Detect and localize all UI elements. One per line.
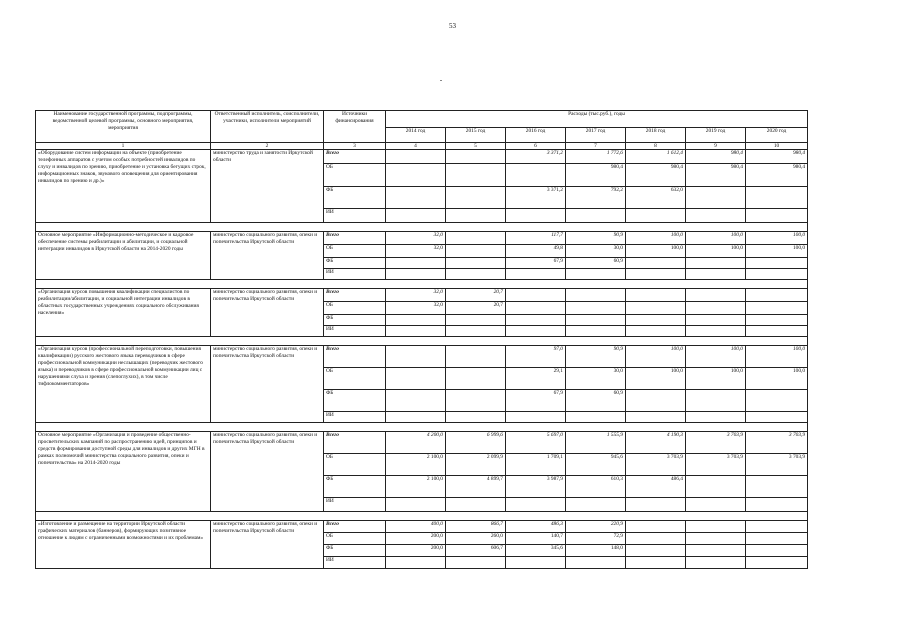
- activity-name: «Изготовление и размещение на территории Иркутской области графических материалов (баннеров), формирующих позитивное отношение к людям с ограниченными возможностями и их проблемам»: [36, 521, 211, 569]
- expense-value: 2 100,0: [386, 454, 446, 476]
- column-number: 8: [626, 143, 686, 150]
- expense-value: 4 899,7: [446, 476, 506, 498]
- expense-value: [386, 150, 446, 164]
- table-row: [36, 432, 808, 454]
- page-number: 53: [449, 22, 456, 30]
- expense-value: 632,0: [626, 187, 686, 209]
- funding-source: Всего: [324, 232, 386, 245]
- header-year: 2019 год: [686, 128, 746, 143]
- expense-value: [446, 258, 506, 269]
- expense-value: 30,0: [566, 245, 626, 258]
- expense-value: [686, 315, 746, 326]
- expense-value: 4 200,0: [386, 432, 446, 454]
- expense-value: 606,7: [446, 545, 506, 557]
- expense-value: [686, 258, 746, 269]
- expense-value: 200,0: [386, 533, 446, 545]
- expense-value: 29,1: [506, 368, 566, 390]
- expense-value: 20,7: [446, 302, 506, 315]
- expense-value: [566, 326, 626, 337]
- expense-value: [686, 187, 746, 209]
- expense-value: [626, 269, 686, 280]
- expense-value: [386, 412, 446, 423]
- expense-value: [686, 269, 746, 280]
- expense-value: 200,0: [386, 545, 446, 557]
- expense-value: [686, 302, 746, 315]
- expense-value: 345,6: [506, 545, 566, 557]
- expense-value: [626, 545, 686, 557]
- expense-value: [506, 315, 566, 326]
- expense-value: 1 612,4: [626, 150, 686, 164]
- expense-value: [626, 521, 686, 533]
- expense-value: [506, 557, 566, 569]
- expense-value: [386, 390, 446, 412]
- expense-value: 1 555,9: [566, 432, 626, 454]
- expense-value: [446, 557, 506, 569]
- block-spacer: [36, 223, 808, 232]
- block-spacer: [36, 337, 808, 346]
- block-spacer: [36, 512, 808, 521]
- expense-value: [626, 498, 686, 512]
- expense-value: [566, 412, 626, 423]
- expense-value: [506, 289, 566, 302]
- expense-value: [446, 164, 506, 187]
- expense-value: [686, 326, 746, 337]
- expense-value: [746, 209, 808, 223]
- activity-executor: министерство социального развития, опеки и попечительства Иркутской области: [211, 232, 324, 280]
- expense-value: 5 697,0: [506, 432, 566, 454]
- funding-source: ИИ: [324, 269, 386, 280]
- expense-value: [746, 545, 808, 557]
- activity-name: Основное мероприятие «Информационно-методическое и кадровое обеспечение системы реабилитации и абилитации, и социальной интеграции инвалидов в Иркутской области на 2014-2020 годы: [36, 232, 211, 280]
- funding-source: ИИ: [324, 498, 386, 512]
- expense-value: [686, 498, 746, 512]
- expense-value: 140,7: [506, 533, 566, 545]
- expense-value: 220,9: [566, 521, 626, 533]
- expense-value: [686, 533, 746, 545]
- expense-value: 49,8: [506, 245, 566, 258]
- funding-source: ИИ: [324, 557, 386, 569]
- table-row: [36, 232, 808, 245]
- expense-value: 67,9: [506, 390, 566, 412]
- table-row: [36, 521, 808, 533]
- expense-value: [686, 289, 746, 302]
- expense-value: [626, 258, 686, 269]
- expense-value: [566, 498, 626, 512]
- expense-value: [626, 326, 686, 337]
- activity-executor: министерство труда и занятости Иркутской области: [211, 150, 324, 223]
- expense-value: [446, 315, 506, 326]
- header-year: 2015 год: [446, 128, 506, 143]
- expense-value: [386, 346, 446, 368]
- expense-value: [746, 498, 808, 512]
- expense-value: 32,0: [386, 289, 446, 302]
- expense-value: 4 190,3: [626, 432, 686, 454]
- funding-source: ОБ: [324, 533, 386, 545]
- activity-executor: министерство социального развития, опеки и попечительства Иркутской области: [211, 521, 324, 569]
- expense-value: [686, 476, 746, 498]
- expense-value: [626, 315, 686, 326]
- expense-value: [506, 412, 566, 423]
- funding-source: ФБ: [324, 258, 386, 269]
- expense-value: [746, 315, 808, 326]
- expense-value: [626, 289, 686, 302]
- expense-value: [506, 326, 566, 337]
- expense-value: 60,9: [566, 258, 626, 269]
- expense-value: 60,9: [566, 390, 626, 412]
- expense-value: 1 772,6: [566, 150, 626, 164]
- expense-value: [686, 412, 746, 423]
- funding-source: ИИ: [324, 412, 386, 423]
- header-executor: Ответственный исполнитель, соисполнители, участники, исполнители мероприятий: [211, 111, 324, 143]
- expense-value: 32,0: [386, 245, 446, 258]
- expense-value: 100,0: [746, 245, 808, 258]
- expense-value: 980,4: [686, 164, 746, 187]
- expense-value: [626, 302, 686, 315]
- expense-value: [626, 557, 686, 569]
- expense-value: [566, 557, 626, 569]
- expense-value: [386, 269, 446, 280]
- expense-value: [746, 326, 808, 337]
- expense-value: [386, 557, 446, 569]
- header-year: 2016 год: [506, 128, 566, 143]
- expense-value: 980,4: [566, 164, 626, 187]
- activity-executor: министерство социального развития, опеки и попечительства Иркутской области: [211, 432, 324, 512]
- expense-value: [746, 390, 808, 412]
- funding-source: ФБ: [324, 390, 386, 412]
- activity-executor: министерство социального развития, опеки и попечительства Иркутской области: [211, 289, 324, 337]
- expense-value: 100,0: [626, 232, 686, 245]
- expense-value: [566, 209, 626, 223]
- budget-table: [35, 110, 808, 569]
- table-body: [36, 150, 808, 569]
- expense-value: [566, 289, 626, 302]
- expense-value: [446, 232, 506, 245]
- expense-value: [446, 187, 506, 209]
- activity-name: «Организация курсов (профессиональной переподготовки, повышения квалификации) русского жестового языка переводчиков в сфере профессиональной коммуникации неслышащих (переводчик жестового языка) и переводчиков в сфере профессиональной коммуникации лиц с нарушениями слуха и зрения (слепоглухих), в том числе тифлокомментаторов»: [36, 346, 211, 423]
- expense-value: [446, 245, 506, 258]
- expense-value: [386, 209, 446, 223]
- funding-source: Всего: [324, 432, 386, 454]
- expense-value: 866,7: [446, 521, 506, 533]
- expense-value: 100,0: [626, 245, 686, 258]
- expense-value: 100,0: [626, 346, 686, 368]
- activity-name: «Организация курсов повышения квалификации специалистов по реабилитации/абилитации, и социальной интеграции инвалидов в областных государственных учреждениях социального обслуживания населения»: [36, 289, 211, 337]
- expense-value: [386, 498, 446, 512]
- expense-value: [686, 390, 746, 412]
- expense-value: [746, 187, 808, 209]
- activity-name: «Оборудование систем информации на объекте (приобретение телефонных аппаратов с учетом особых потребностей инвалидов по слуху и инвалидов по зрению, приобретение и установка бегущих строк, информационных знаков, звукового оповещения для ориентирования инвалидов по зрению и др.)»: [36, 150, 211, 223]
- expense-value: 2 100,0: [386, 476, 446, 498]
- expense-value: 97,0: [506, 346, 566, 368]
- expense-value: 980,4: [686, 150, 746, 164]
- header-source: Источники финансирования: [324, 111, 386, 143]
- expense-value: [626, 533, 686, 545]
- funding-source: Всего: [324, 521, 386, 533]
- header-year: 2018 год: [626, 128, 686, 143]
- expense-value: 32,0: [386, 232, 446, 245]
- expense-value: 30,0: [566, 368, 626, 390]
- funding-source: ОБ: [324, 164, 386, 187]
- table-row: [36, 289, 808, 302]
- expense-value: 100,0: [746, 346, 808, 368]
- expense-value: [446, 390, 506, 412]
- column-number: 9: [686, 143, 746, 150]
- expense-value: 32,0: [386, 302, 446, 315]
- table-row: [36, 346, 808, 368]
- expense-value: 3 987,9: [506, 476, 566, 498]
- expense-value: 2 099,9: [446, 454, 506, 476]
- funding-source: ИИ: [324, 326, 386, 337]
- expense-value: [506, 302, 566, 315]
- expense-value: 3 703,9: [746, 432, 808, 454]
- funding-source: ОБ: [324, 454, 386, 476]
- expense-value: [506, 209, 566, 223]
- expense-value: 67,9: [506, 258, 566, 269]
- expense-value: [446, 368, 506, 390]
- expense-value: 3 371,2: [506, 187, 566, 209]
- column-number: 1: [36, 143, 211, 150]
- expense-value: 3 703,9: [686, 454, 746, 476]
- expense-value: [566, 302, 626, 315]
- expense-value: [386, 368, 446, 390]
- expense-value: 3 703,9: [746, 454, 808, 476]
- expense-value: [566, 315, 626, 326]
- column-number: 10: [746, 143, 808, 150]
- expense-value: 945,6: [566, 454, 626, 476]
- expense-value: 148,0: [566, 545, 626, 557]
- expense-value: [746, 533, 808, 545]
- expense-value: [746, 289, 808, 302]
- expense-value: [746, 557, 808, 569]
- table-row: [36, 150, 808, 164]
- expense-value: 100,0: [746, 368, 808, 390]
- header-year: 2020 год: [746, 128, 808, 143]
- expense-value: [566, 269, 626, 280]
- expense-value: [446, 412, 506, 423]
- expense-value: 610,3: [566, 476, 626, 498]
- expense-value: [446, 269, 506, 280]
- funding-source: Всего: [324, 150, 386, 164]
- funding-source: Всего: [324, 346, 386, 368]
- expense-value: 100,0: [746, 232, 808, 245]
- header-numbers-row: [36, 143, 808, 150]
- activity-executor: министерство социального развития, опеки и попечительства Иркутской области: [211, 346, 324, 423]
- expense-value: 1 709,1: [506, 454, 566, 476]
- expense-value: [386, 164, 446, 187]
- expense-value: [386, 326, 446, 337]
- expense-value: 792,2: [566, 187, 626, 209]
- header-name: Наименование государственной программы, подпрограммы, ведомственной целевой программы, основного мероприятия, мероприятия: [36, 111, 211, 143]
- funding-source: ФБ: [324, 187, 386, 209]
- expense-value: [686, 209, 746, 223]
- funding-source: ФБ: [324, 315, 386, 326]
- expense-value: [446, 209, 506, 223]
- funding-source: ФБ: [324, 545, 386, 557]
- block-spacer: [36, 280, 808, 289]
- header-expenses: Расходы (тыс.руб.), годы: [386, 111, 808, 128]
- funding-source: ФБ: [324, 476, 386, 498]
- expense-value: 486,3: [506, 521, 566, 533]
- expense-value: [626, 209, 686, 223]
- expense-value: [386, 258, 446, 269]
- column-number: 7: [566, 143, 626, 150]
- funding-source: ОБ: [324, 245, 386, 258]
- activity-name: Основное мероприятие «Организация и проведение общественно-просветительских кампаний по распространению идей, принципов и средств формирования доступной среды для инвалидов и других МГН в рамках полномочий министерства социального развития, опеки и попечительства» на 2014-2020 годы: [36, 432, 211, 512]
- expense-value: 100,0: [686, 245, 746, 258]
- expense-value: 100,0: [686, 368, 746, 390]
- expense-value: [746, 258, 808, 269]
- funding-source: ИИ: [324, 209, 386, 223]
- expense-value: [746, 302, 808, 315]
- expense-value: [446, 346, 506, 368]
- expense-value: 90,9: [566, 232, 626, 245]
- column-number: 6: [506, 143, 566, 150]
- expense-value: 3 703,9: [626, 454, 686, 476]
- expense-value: 100,0: [626, 368, 686, 390]
- expense-value: 486,4: [626, 476, 686, 498]
- header-year: 2017 год: [566, 128, 626, 143]
- expense-value: [446, 150, 506, 164]
- expense-value: 980,4: [626, 164, 686, 187]
- expense-value: [686, 557, 746, 569]
- expense-value: 117,7: [506, 232, 566, 245]
- column-number: 5: [446, 143, 506, 150]
- expense-value: [506, 164, 566, 187]
- scan-speck: [440, 80, 442, 81]
- expense-value: 100,0: [686, 346, 746, 368]
- expense-value: 400,0: [386, 521, 446, 533]
- expense-value: 72,9: [566, 533, 626, 545]
- expense-value: [506, 498, 566, 512]
- expense-value: [446, 498, 506, 512]
- expense-value: [626, 412, 686, 423]
- header-year: 2014 год: [386, 128, 446, 143]
- expense-value: [506, 269, 566, 280]
- expense-value: 3 703,9: [686, 432, 746, 454]
- expense-value: [686, 521, 746, 533]
- column-number: 4: [386, 143, 446, 150]
- expense-value: [626, 390, 686, 412]
- expense-value: 3 371,2: [506, 150, 566, 164]
- expense-value: 980,4: [746, 164, 808, 187]
- expense-value: 260,0: [446, 533, 506, 545]
- expense-value: 6 999,6: [446, 432, 506, 454]
- expense-value: 20,7: [446, 289, 506, 302]
- expense-value: [446, 326, 506, 337]
- expense-value: [746, 412, 808, 423]
- funding-source: Всего: [324, 289, 386, 302]
- expense-value: 100,0: [686, 232, 746, 245]
- funding-source: ОБ: [324, 368, 386, 390]
- column-number: 3: [324, 143, 386, 150]
- expense-value: [746, 521, 808, 533]
- expense-value: [386, 187, 446, 209]
- expense-value: 90,9: [566, 346, 626, 368]
- expense-value: 980,4: [746, 150, 808, 164]
- block-spacer: [36, 423, 808, 432]
- expense-value: [386, 315, 446, 326]
- column-number: 2: [211, 143, 324, 150]
- expense-value: [746, 269, 808, 280]
- expense-value: [686, 545, 746, 557]
- expense-value: [746, 476, 808, 498]
- funding-source: ОБ: [324, 302, 386, 315]
